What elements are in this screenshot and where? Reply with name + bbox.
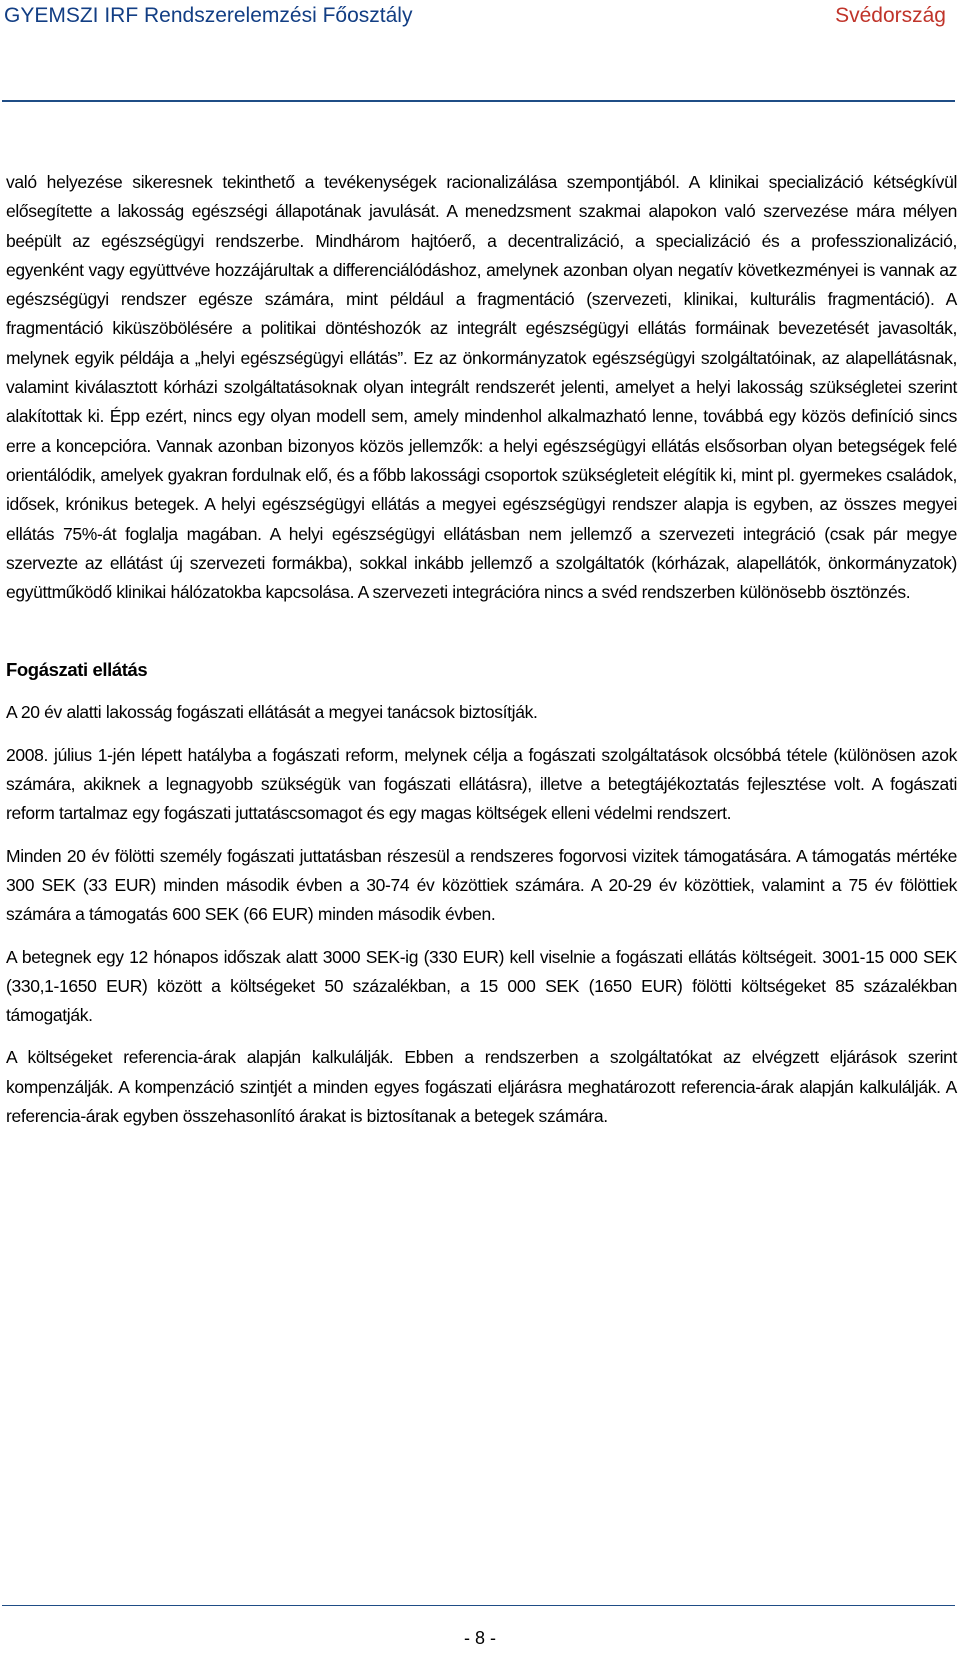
header-country: Svédország <box>835 4 946 27</box>
footer-divider <box>2 1605 955 1606</box>
paragraph-cost-protection: A betegnek egy 12 hónapos időszak alatt 3000 SEK-ig (330 EUR) kell viselnie a fogászati ellátás költségeit. 3001-15 000 SEK (330,1-1650 EUR) között a költségeket 50 százalékban, a 15 000 SEK (1650 EUR) fölötti költségeket 85 százalékban támogatják. <box>6 946 957 1026</box>
paragraph-reference-prices: A költségeket referencia-árak alapján kalkulálják. Ebben a rendszerben a szolgáltatókat az elvégzett eljárások szerint kompenzálják. A kompenzáció szintjét a minden egyes fogászati eljárásra meghatározott referencia-árak alapján kalkulálják. A referencia-árak egyben összehasonlító árakat is biztosítanak a betegek számára. <box>6 1047 957 1127</box>
section-heading-dental-care: Fogászati ellátás <box>6 659 148 681</box>
paragraph-under-20-care: A 20 év alatti lakosság fogászati ellátását a megyei tanácsok biztosítják. <box>6 702 538 723</box>
header-divider <box>2 100 955 102</box>
page-number: - 8 - <box>463 1628 496 1648</box>
paragraph-integrated-care: való helyezése sikeresnek tekinthető a tevékenységek racionalizálása szempontjából. A klinikai specializáció kétségkívül elősegítette a lakosság egészségi állapotának javulását. A menedzsment szakmai alapokon való szervezése mára mélyen beépült az egészségügyi rendszerbe. Mindhárom hajtóerő, a decentralizáció, a specializáció és a professzionalizáció, egyenként vagy együttvéve hozzájárultak a differenciálódáshoz, amelynek azonban olyan negatív következményei is vannak az egészségügyi rendszer egésze számára, mint például a fragmentáció (szervezeti, klinikai, kulturális fragmentáció). A fragmentáció kiküszöbölésére a politikai döntéshozók az integrált egészségügyi ellátás formáinak bevezetését javasolták, melynek egyik példája a „helyi egészségügyi ellátás”. Ez az önkormányzatok egészségügyi szolgáltatóinak, az alapellátásnak, valamint kiválasztott kórházi szolgáltatásoknak olyan integrált rendszerét jelenti, amelyet a helyi lakosság szükségletei szerint alakítottak ki. Épp ezért, nincs egy olyan modell sem, amely mindenhol alkalmazható lenne, továbbá egy közös definíció sincs erre a koncepcióra. Vannak azonban bizonyos közös jellemzők: a helyi egészségügyi ellátás elsősorban olyan betegségek felé orientálódik, amelyek gyakran fordulnak elő, és a főbb lakossági csoportok szükségleteit elégítik ki, mint pl. gyermekes családok, idősek, krónikus betegek. A helyi egészségügyi ellátás a megyei egészségügyi rendszer alapja is egyben, az összes megyei ellátás 75%-át foglalja magában. A helyi egészségügyi ellátásban nem jellemző a szervezeti integráció (csak pár megye szervezte az ellátást új szervezeti formákba), sokkal inkább jellemző a szolgáltatók (kórházak, alapellátók, önkormányzatok) együttműködő klinikai hálózatokba kapcsolása. A szervezeti integrációra nincs a svéd rendszerben különösebb ösztönzés. <box>6 172 957 603</box>
header-organization: GYEMSZI IRF Rendszerelemzési Főosztály <box>4 4 413 27</box>
page-header <box>4 4 960 34</box>
paragraph-dental-reform: 2008. július 1-jén lépett hatályba a fogászati reform, melynek célja a fogászati szolgáltatások olcsóbbá tétele (különösen azok számára, akiknek a legnagyobb szükségük van fogászati ellátásra), illetve a betegtájékoztatás fejlesztése volt. A fogászati reform tartalmaz egy fogászati juttatáscsomagot és egy magas költségek elleni védelmi rendszert. <box>6 744 957 824</box>
document-body <box>6 168 957 1144</box>
paragraph-dental-allowance: Minden 20 év fölötti személy fogászati juttatásban részesül a rendszeres fogorvosi vizitek támogatására. A támogatás mértéke 300 SEK (33 EUR) minden második évben a 30-74 év közöttiek számára. A 20-29 év közöttiek, valamint a 75 év fölöttiek számára a támogatás 600 SEK (66 EUR) minden második évben. <box>6 845 957 925</box>
